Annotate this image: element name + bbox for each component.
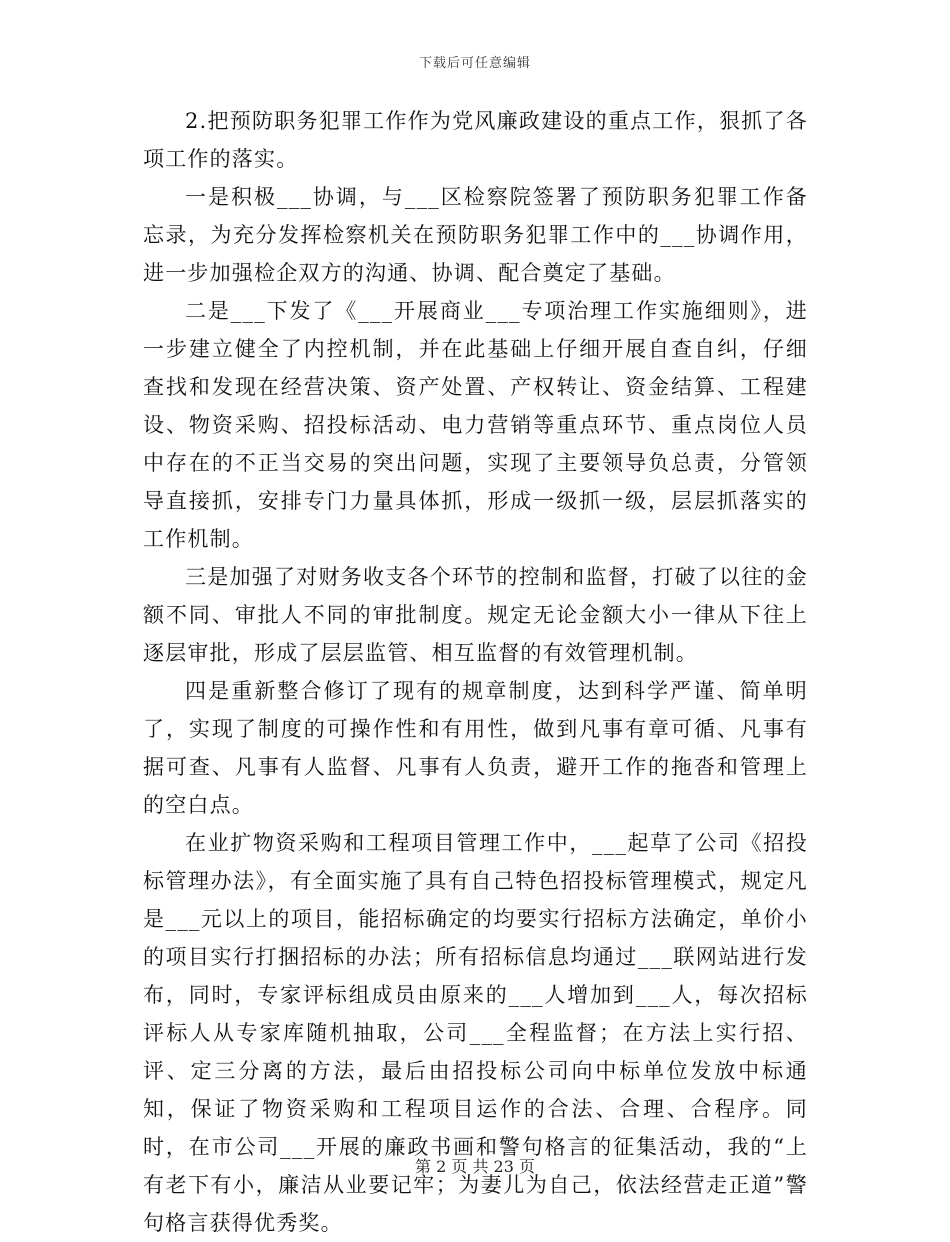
paragraph: 四是重新整合修订了现有的规章制度，达到科学严谨、简单明了，实现了制度的可操作性和有用性，做到凡事有章可循、凡事有据可查、凡事有人监督、凡事有人负责，避开工作的拖沓和管理上的空白点。 [143,679,808,817]
paragraph: 二是___下发了《___开展商业___专项治理工作实施细则》，进一步建立健全了内控机制，并在此基础上仔细开展自查自纠，仔细查找和发现在经营决策、资产处置、产权转让、资金结算、工程建设、物资采购、招投标活动、电力营销等重点环节、重点岗位人员中存在的不正当交易的突出问题，实现了主要领导负总责，分管领导直接抓，安排专门力量具体抓，形成一级抓一级，层层抓落实的工作机制。 [143,299,808,551]
paragraph: 三是加强了对财务收支各个环节的控制和监督，打破了以往的金额不同、审批人不同的审批制度。规定无论金额大小一律从下往上逐层审批，形成了层层监管、相互监督的有效管理机制。 [143,565,808,665]
paragraph: 2.把预防职务犯罪工作作为党风廉政建设的重点工作，狠抓了各项工作的落实。 [143,109,808,171]
page-header: 下载后可任意编辑 [418,56,531,71]
paragraph: 一是积极___协调，与___区检察院签署了预防职务犯罪工作备忘录，为充分发挥检察机关在预防职务犯罪工作中的___协调作用，进一步加强检企双方的沟通、协调、配合奠定了基础。 [143,185,808,285]
page-number: 第 2 页 共 23 页 [415,1157,535,1176]
document-body [143,102,808,1242]
paragraph: 在业扩物资采购和工程项目管理工作中，___起草了公司《招投标管理办法》，有全面实施了具有自己特色招投标管理模式，规定凡是___元以上的项目，能招标确定的均要实行招标方法确定，单价小的项目实行打捆招标的办法；所有招标信息均通过___联网站进行发布，同时，专家评标组成员由原来的___人增加到___人，每次招标评标人从专家库随机抽取，公司___全程监督；在方法上实行招、评、定三分离的方法，最后由招投标公司向中标单位发放中标通知，保证了物资采购和工程项目运作的合法、合理、合程序。同时，在市公司___开展的廉政书画和警句格言的征集活动，我的“上有老下有小，廉洁从业要记牢；为妻儿为自己，依法经营走正道”警句格言获得优秀奖。 [143,831,808,1235]
